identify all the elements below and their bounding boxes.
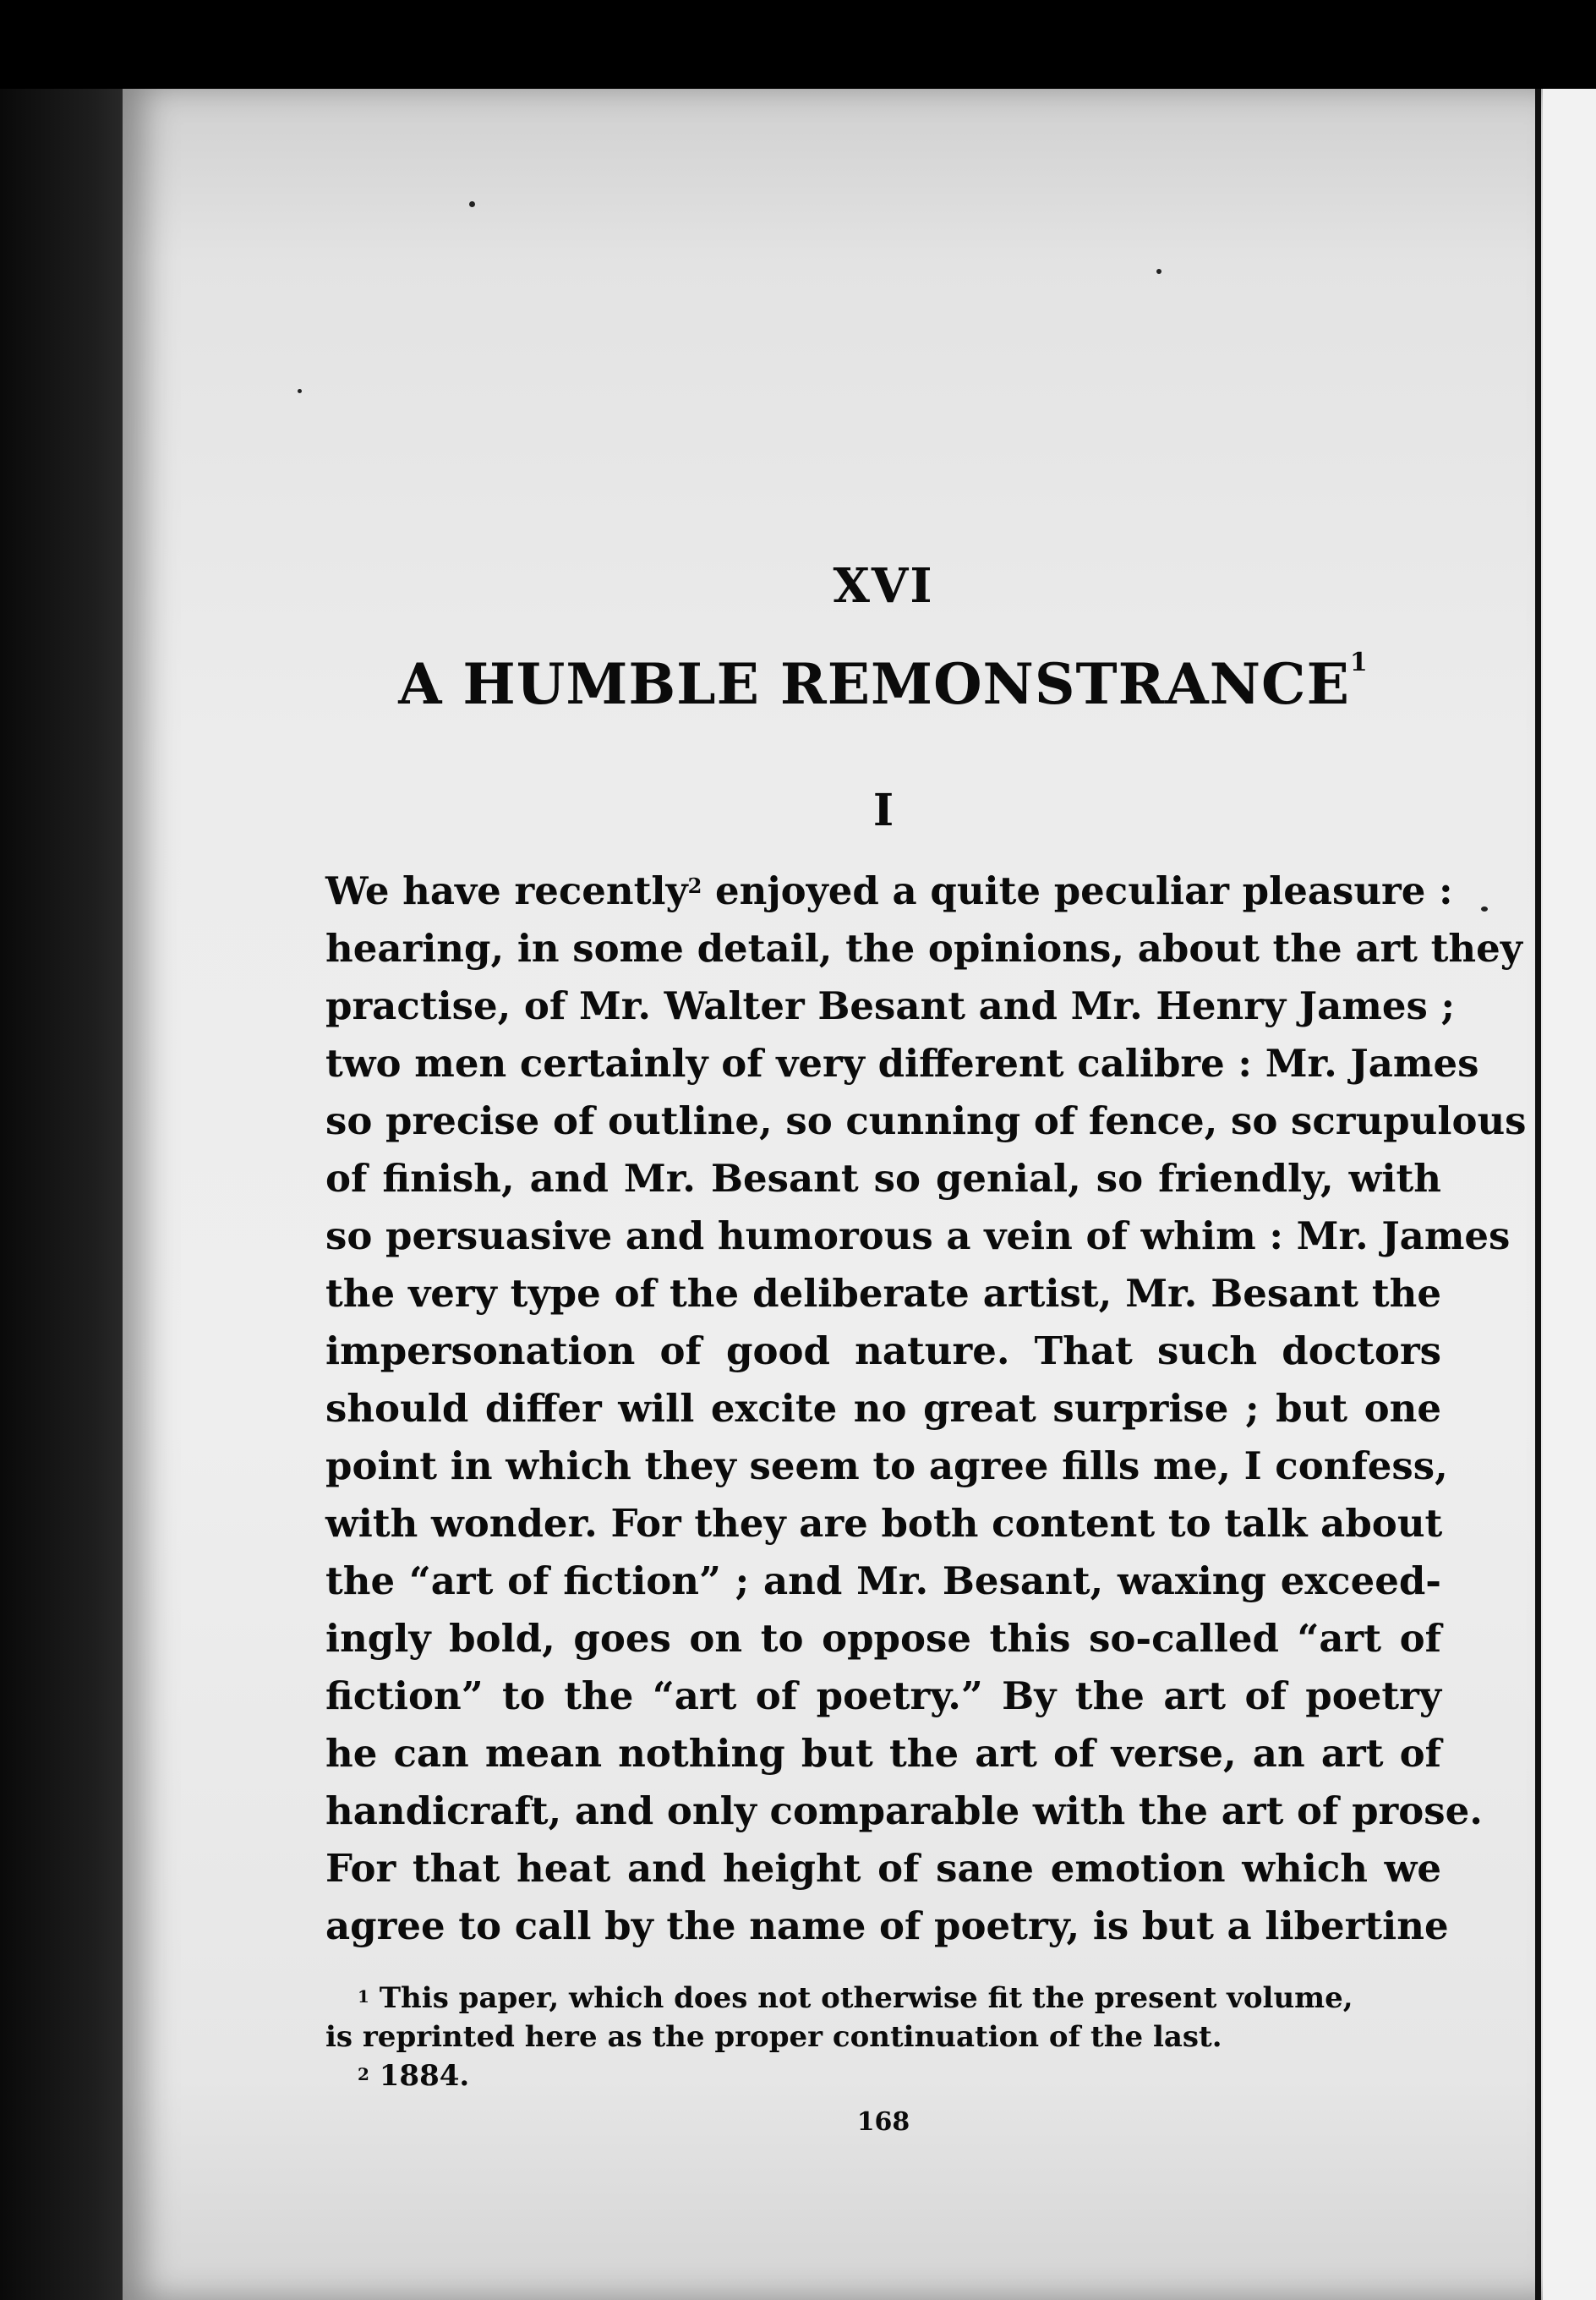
dust-speck	[298, 389, 302, 393]
body-line-text: should differ will excite no great surprise ; but one	[325, 1386, 1441, 1431]
body-line-text: ingly bold, goes on to oppose this so-called “art of	[325, 1616, 1441, 1661]
footnote-mark: 2	[358, 2064, 369, 2084]
body-line-text: enjoyed a quite peculiar pleasure :	[702, 868, 1453, 913]
body-line	[325, 1208, 1511, 1265]
dust-speck	[469, 201, 475, 207]
body-line	[325, 1668, 1441, 1725]
body-line-text: We have recently	[325, 868, 688, 913]
body-line	[325, 1552, 1441, 1610]
body-line	[325, 1265, 1441, 1322]
body-line-text: handicraft, and only comparable with the art of prose.	[325, 1788, 1483, 1833]
body-line-text: impersonation of good nature. That such doctors	[325, 1328, 1441, 1373]
body-line	[325, 1782, 1483, 1840]
body-line	[325, 1150, 1441, 1208]
body-line	[325, 1322, 1441, 1380]
body-line	[325, 978, 1456, 1035]
body-line	[325, 1380, 1441, 1438]
footnote-reference-mark: 2	[687, 873, 702, 898]
body-line-text: so persuasive and humorous a vein of whim : Mr. James	[325, 1213, 1511, 1258]
body-line-text: For that heat and height of sane emotion which we	[325, 1846, 1441, 1891]
dust-speck	[1156, 269, 1161, 274]
footnote-line	[325, 1979, 1441, 2018]
body-line	[325, 1495, 1441, 1552]
body-line	[325, 1092, 1527, 1150]
body-line-text: he can mean nothing but the art of verse, an art of	[325, 1731, 1441, 1776]
body-line	[325, 920, 1522, 978]
body-line-text: of finish, and Mr. Besant so genial, so friendly, with	[325, 1156, 1441, 1201]
body-line	[325, 1035, 1479, 1092]
footnote-text: This paper, which does not otherwise fit the present volume,	[369, 1981, 1353, 2015]
body-line-text: two men certainly of very different calibre : Mr. James	[325, 1041, 1479, 1086]
body-line-text: the “art of fiction” ; and Mr. Besant, waxing exceed-	[325, 1558, 1441, 1603]
body-line-text: the very type of the deliberate artist, Mr. Besant the	[325, 1271, 1441, 1316]
title-footnote-mark: 1	[1349, 648, 1369, 677]
body-line-text: practise, of Mr. Walter Besant and Mr. Henry James ;	[325, 983, 1456, 1028]
chapter-number: XVI	[833, 558, 934, 614]
next-page-edge	[1543, 85, 1596, 2300]
body-line	[325, 1898, 1449, 1955]
footnote-line	[325, 2018, 1441, 2056]
body-line	[325, 1725, 1441, 1782]
footnote-text: 1884.	[369, 2059, 470, 2093]
dust-speck	[1481, 906, 1488, 912]
body-line-text: agree to call by the name of poetry, is but a libertine	[325, 1903, 1449, 1948]
page-gutter-line	[1535, 89, 1541, 2300]
body-line	[325, 1840, 1441, 1898]
page-number: 168	[856, 2107, 910, 2137]
footnote-mark: 1	[358, 1986, 369, 2007]
body-line-text: so precise of outline, so cunning of fence, so scrupulous	[325, 1098, 1527, 1143]
body-line-text: fiction” to the “art of poetry.” By the art of poetry	[325, 1673, 1441, 1718]
footnote-text: is reprinted here as the proper continuation of the last.	[325, 2020, 1222, 2054]
chapter-title	[325, 648, 1441, 717]
section-number: I	[872, 785, 894, 836]
top-scan-border	[0, 0, 1596, 89]
footnotes	[325, 1979, 1441, 2095]
book-binding-edge	[0, 0, 127, 2300]
body-line	[325, 862, 1453, 920]
body-line	[325, 1438, 1448, 1495]
body-line-text: point in which they seem to agree fills me, I confess,	[325, 1443, 1448, 1488]
chapter-title-text: A HUMBLE REMONSTRANCE	[398, 651, 1350, 717]
body-text	[325, 862, 1527, 1955]
footnote-line	[325, 2056, 1441, 2095]
body-line	[325, 1610, 1441, 1668]
body-line-text: with wonder. For they are both content to talk about	[325, 1501, 1443, 1546]
body-line-text: hearing, in some detail, the opinions, about the art they	[325, 926, 1522, 971]
